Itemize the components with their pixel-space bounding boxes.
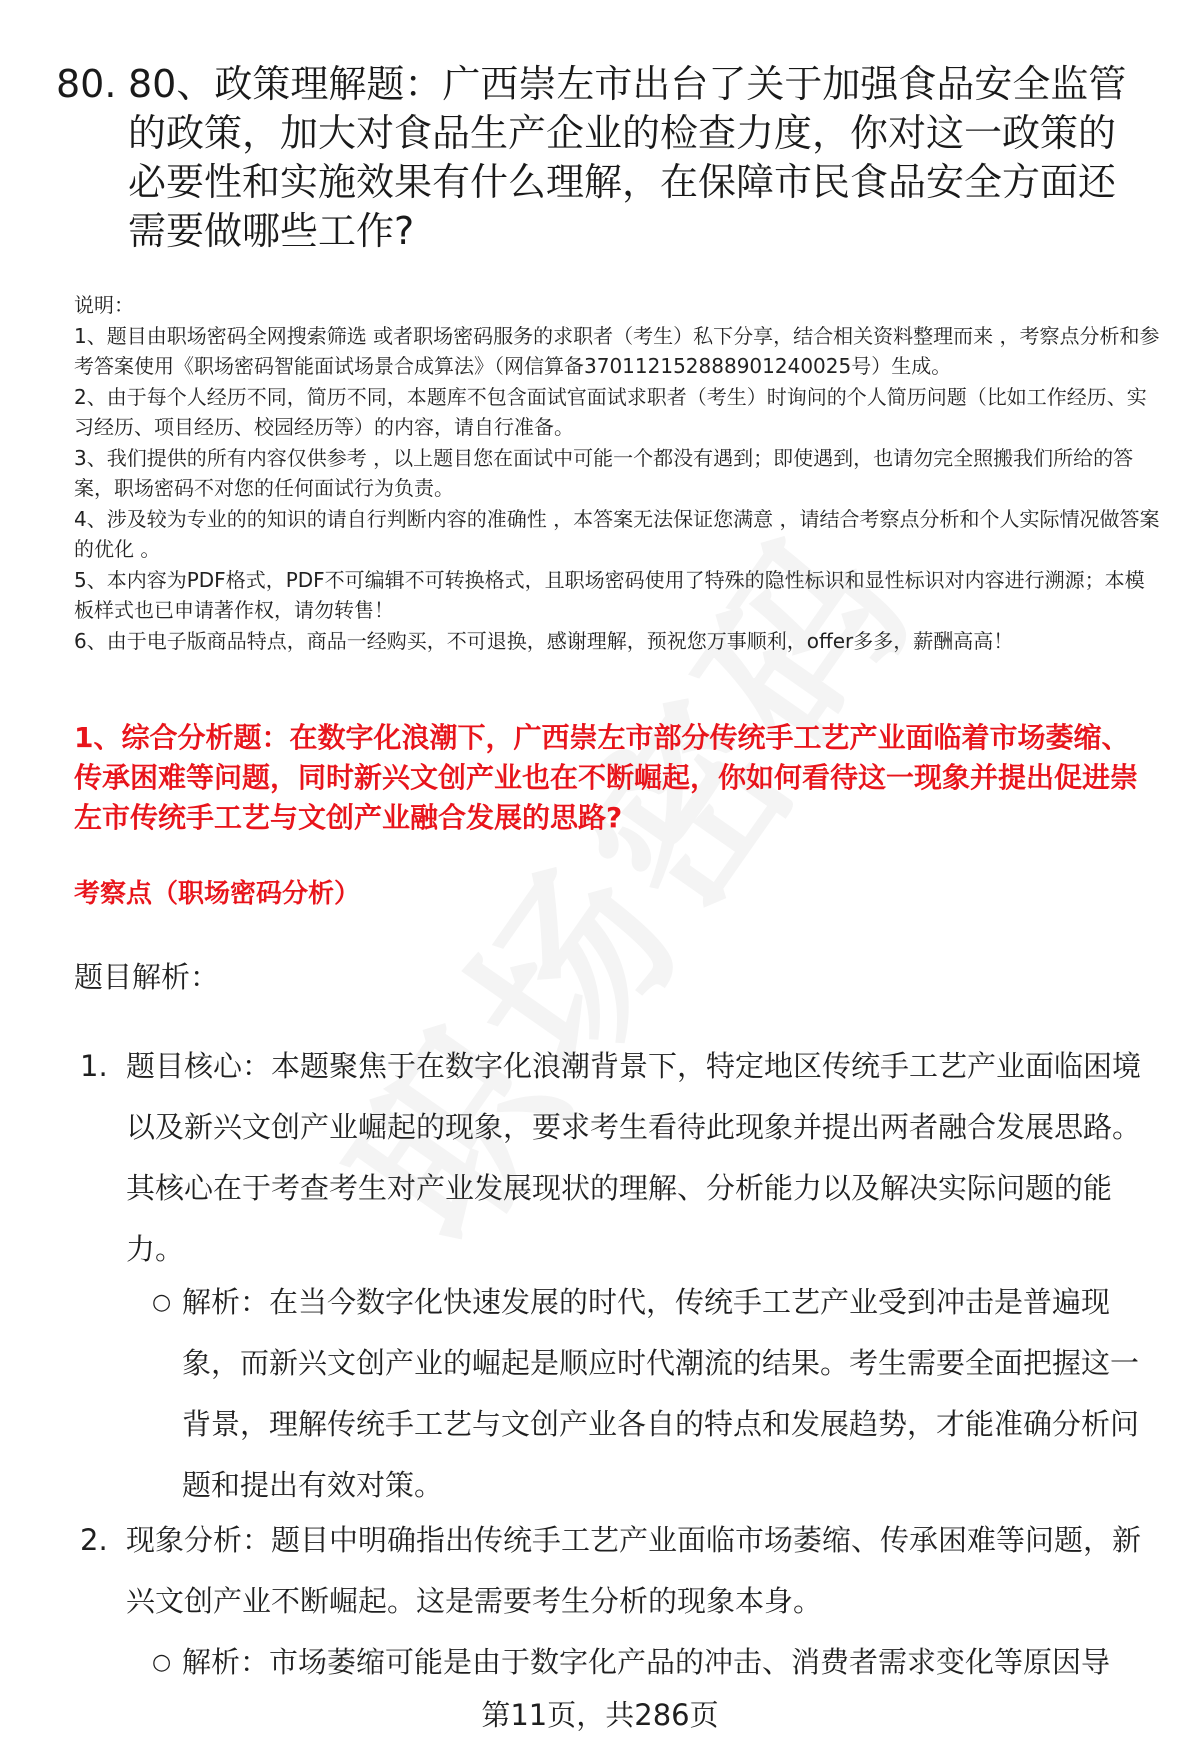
list-text: 现象分析：题目中明确指出传统手工艺产业面临市场萎缩、传承困难等问题，新兴文创产业不断崛起。这是需要考生分析的现象本身。 [126, 1523, 1142, 1618]
list-item [80, 1036, 1146, 1280]
note-item: 3、我们提供的所有内容仅供参考 ，以上题目您在面试中可能一个都没有遇到；即使遇到，也请勿完全照搬我们所给的答案，职场密码不对您的任何面试行为负责。 [74, 445, 1134, 500]
list-item [152, 1632, 1142, 1693]
question-text: 80、政策理解题：广西崇左市出台了关于加强食品安全监管的政策，加大对食品生产企业的检查力度，你对这一政策的必要性和实施效果有什么理解，在保障市民食品安全方面还需要做哪些工作? [128, 62, 1127, 253]
bullet-icon: ○ [152, 1290, 172, 1315]
note-item: 5、本内容为PDF格式，PDF不可编辑不可转换格式，且职场密码使用了特殊的隐性标识和显性标识对内容进行溯源；本模板样式也已申请著作权，请勿转售！ [74, 567, 1145, 622]
question-number: 80. [56, 62, 117, 106]
list-number: 2. [80, 1523, 108, 1557]
note-item: 1、题目由职场密码全网搜索筛选 或者职场密码服务的求职者（考生）私下分享，结合相关资料整理而来 ，考察点分析和参考答案使用《职场密码智能面试场景合成算法》（网信算备370112152888901240025号）生成。 [74, 323, 1160, 378]
red-question: 1、综合分析题：在数字化浪潮下，广西崇左市部分传统手工艺产业面临着市场萎缩、传承困难等问题，同时新兴文创产业也在不断崛起，你如何看待这一现象并提出促进崇左市传统手工艺与文创产业融合发展的思路? [74, 721, 1139, 834]
list-text: 题目核心：本题聚焦于在数字化浪潮背景下，特定地区传统手工艺产业面临困境以及新兴文创产业崛起的现象，要求考生看待此现象并提出两者融合发展思路。其核心在于考查考生对产业发展现状的理解、分析能力以及解决实际问题的能力。 [126, 1049, 1142, 1266]
notes-block [74, 290, 1164, 656]
bullet-icon: ○ [152, 1650, 172, 1675]
red-subtitle: 考察点（职场密码分析） [74, 879, 361, 909]
note-item: 2、由于每个人经历不同，简历不同，本题库不包含面试官面试求职者（考生）时询问的个人简历问题（比如工作经历、实习经历、项目经历、校园经历等）的内容，请自行准备。 [74, 384, 1147, 439]
list-number: 1. [80, 1049, 108, 1083]
note-item: 6、由于电子版商品特点，商品一经购买，不可退换，感谢理解，预祝您万事顺利，offer多多，薪酬高高！ [74, 628, 1014, 653]
section-label: 题目解析： [74, 960, 220, 994]
note-item: 4、涉及较为专业的的知识的请自行判断内容的准确性 ，本答案无法保证您满意 ，请结合考察点分析和个人实际情况做答案的优化 。 [74, 506, 1160, 561]
list-text: 解析：在当今数字化快速发展的时代，传统手工艺产业受到冲击是普遍现象，而新兴文创产业的崛起是顺应时代潮流的结果。考生需要全面把握这一背景，理解传统手工艺与文创产业各自的特点和发展趋势，才能准确分析问题和提出有效对策。 [182, 1285, 1140, 1502]
question-title [56, 60, 1146, 256]
notes-heading: 说明： [74, 293, 134, 317]
list-text: 解析：市场萎缩可能是由于数字化产品的冲击、消费者需求变化等原因导 [182, 1645, 1111, 1679]
list-item [80, 1510, 1146, 1632]
page-footer: 第11页，共286页 [481, 1698, 719, 1732]
list-item [152, 1272, 1142, 1516]
